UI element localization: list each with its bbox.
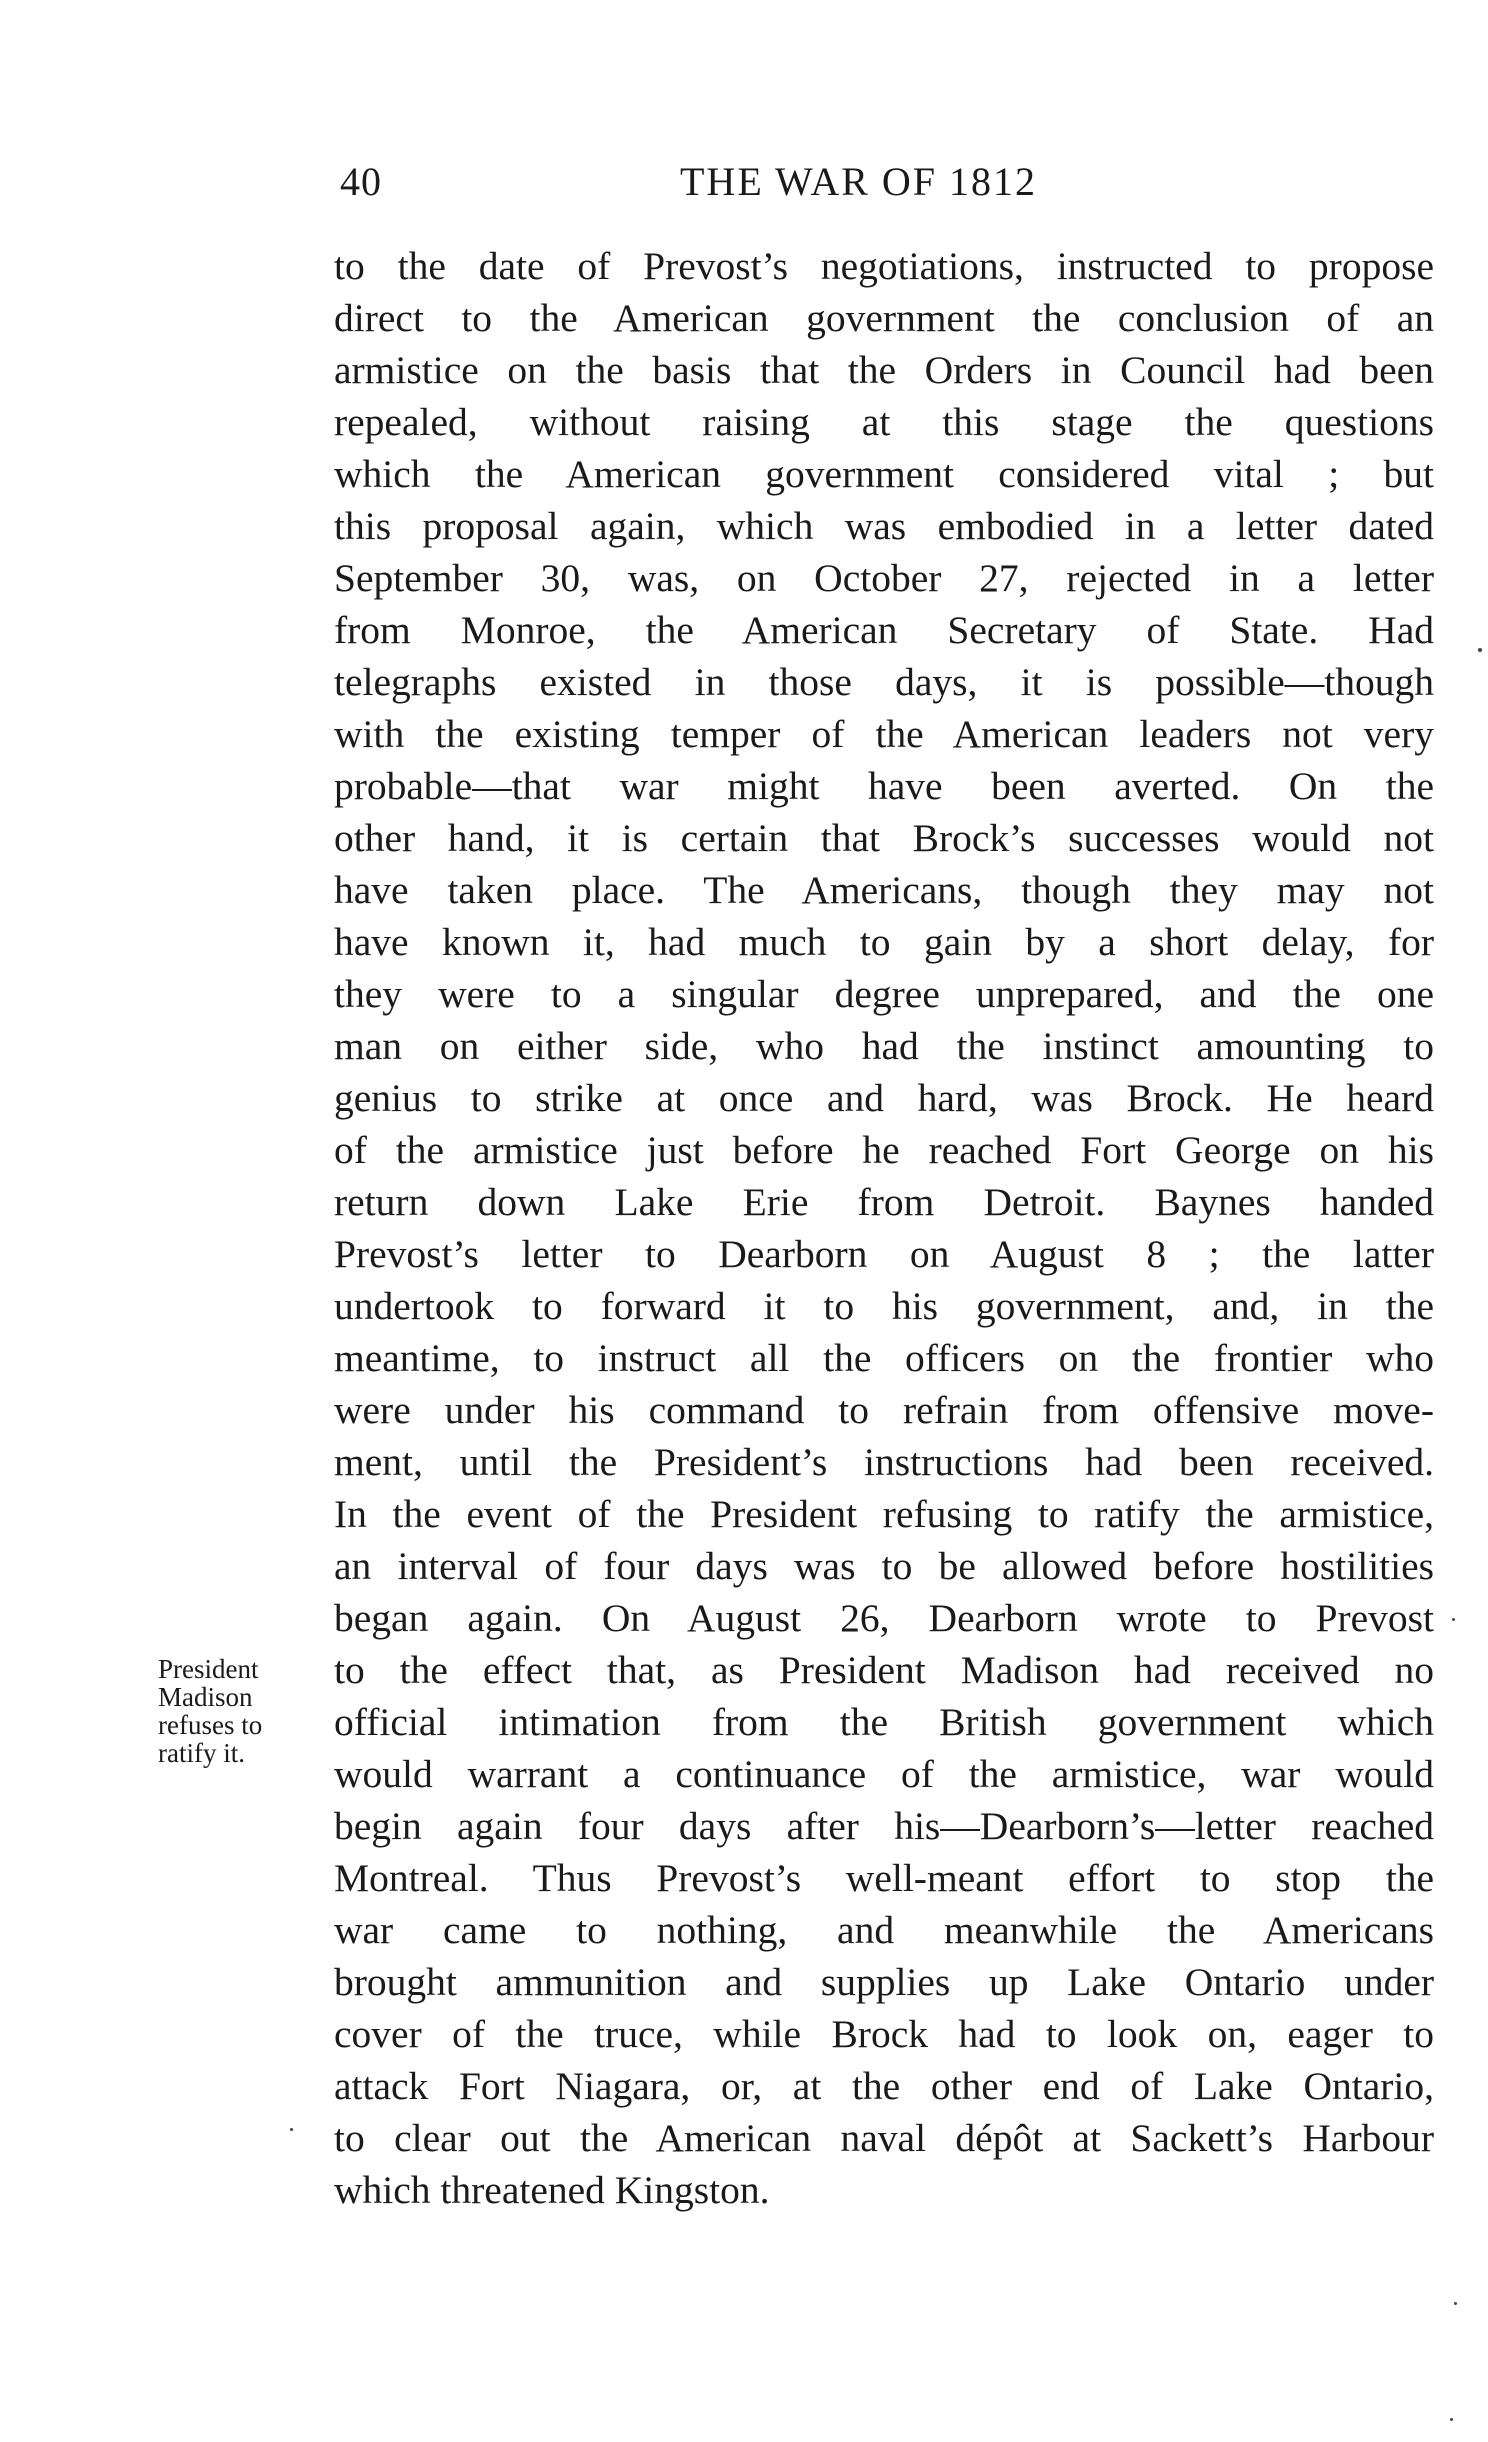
text-line: war came to nothing, and meanwhile the Americans xyxy=(334,1908,1434,1952)
text-line: meantime, to instruct all the officers on the frontier who xyxy=(334,1336,1434,1380)
text-line: man on either side, who had the instinct amounting to xyxy=(334,1024,1434,1068)
body-paragraph xyxy=(334,240,1444,2216)
text-line: which threatened Kingston. xyxy=(334,2168,770,2212)
text-line: an interval of four days was to be allowed before hostilities xyxy=(334,1544,1434,1588)
marginal-note-line: President xyxy=(158,1654,259,1684)
text-line: official intimation from the British government which xyxy=(334,1700,1434,1744)
marginal-note-line: refuses to xyxy=(158,1710,263,1740)
text-line: with the existing temper of the American leaders not very xyxy=(334,712,1434,756)
text-line: began again. On August 26, Dearborn wrote to Prevost xyxy=(334,1596,1434,1640)
text-line: begin again four days after his—Dearborn’s—letter reached xyxy=(334,1804,1434,1848)
text-line: probable—that war might have been averted. On the xyxy=(334,764,1434,808)
text-line: to clear out the American naval dépôt at Sackett’s Harbour xyxy=(334,2116,1434,2160)
text-line: cover of the truce, while Brock had to look on, eager to xyxy=(334,2012,1434,2056)
text-line: of the armistice just before he reached Fort George on his xyxy=(334,1128,1434,1172)
print-speck xyxy=(1452,1618,1455,1621)
text-line: to the date of Prevost’s negotiations, instructed to propose xyxy=(334,244,1434,288)
text-line: return down Lake Erie from Detroit. Baynes handed xyxy=(334,1180,1434,1224)
text-line: which the American government considered vital ; but xyxy=(334,452,1434,496)
text-line: Prevost’s letter to Dearborn on August 8 ; the latter xyxy=(334,1232,1434,1276)
text-line: have known it, had much to gain by a short delay, for xyxy=(334,920,1434,964)
text-line: September 30, was, on October 27, rejected in a letter xyxy=(334,556,1434,600)
marginal-note-line: ratify it. xyxy=(158,1738,245,1768)
text-line: armistice on the basis that the Orders in Council had been xyxy=(334,348,1434,392)
text-line: attack Fort Niagara, or, at the other end of Lake Ontario, xyxy=(334,2064,1434,2108)
text-line: from Monroe, the American Secretary of State. Had xyxy=(334,608,1434,652)
page-number: 40 xyxy=(340,159,382,204)
text-line: were under his command to refrain from offensive move- xyxy=(334,1388,1434,1432)
text-line: repealed, without raising at this stage the questions xyxy=(334,400,1434,444)
text-line: genius to strike at once and hard, was Brock. He heard xyxy=(334,1076,1434,1120)
marginal-note-line: Madison xyxy=(158,1682,253,1712)
text-line: Montreal. Thus Prevost’s well-meant effort to stop the xyxy=(334,1856,1434,1900)
text-line: direct to the American government the conclusion of an xyxy=(334,296,1434,340)
text-line: have taken place. The Americans, though they may not xyxy=(334,868,1434,912)
text-line: In the event of the President refusing to ratify the armistice, xyxy=(334,1492,1434,1536)
text-line: ment, until the President’s instructions had been received. xyxy=(334,1440,1434,1484)
text-line: brought ammunition and supplies up Lake Ontario under xyxy=(334,1960,1434,2004)
text-line: other hand, it is certain that Brock’s successes would not xyxy=(334,816,1434,860)
text-line: telegraphs existed in those days, it is possible—though xyxy=(334,660,1434,704)
text-line: undertook to forward it to his government, and, in the xyxy=(334,1284,1434,1328)
print-speck xyxy=(1478,648,1482,652)
print-speck xyxy=(290,2128,293,2131)
text-line: this proposal again, which was embodied in a letter dated xyxy=(334,504,1434,548)
text-line: would warrant a continuance of the armistice, war would xyxy=(334,1752,1434,1796)
page-header xyxy=(340,158,1130,208)
running-title: THE WAR OF 1812 xyxy=(680,159,1038,204)
marginal-note xyxy=(158,1655,308,1767)
print-speck xyxy=(1454,2302,1457,2305)
text-line: they were to a singular degree unprepared, and the one xyxy=(334,972,1434,1016)
text-line: to the effect that, as President Madison had received no xyxy=(334,1648,1434,1692)
print-speck xyxy=(1450,2418,1453,2421)
